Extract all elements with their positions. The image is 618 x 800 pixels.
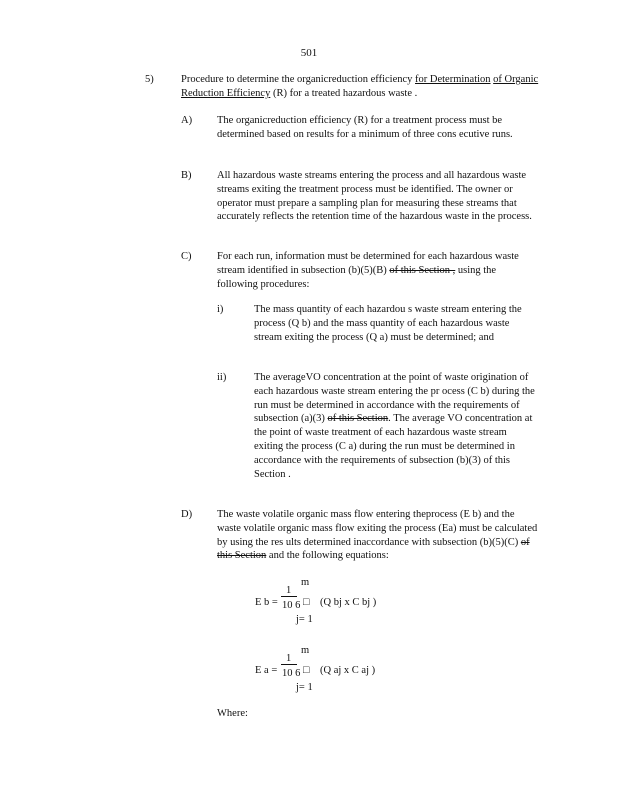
eq2-fraction-bar [281,664,297,665]
page-number: 501 [300,47,318,59]
where-label: Where: [217,708,248,719]
item-ci-label: i) [217,304,224,315]
eq2-sum-symbol: □ [303,665,310,676]
eq1-lhs: E b = [255,597,278,608]
item-5-underlined-2: of Organic Reduction Efficiency [181,74,539,99]
item-c-text-a: For each run, information must be determined for each hazardous waste stream identified in subsection (b)(5)(B) [217,251,519,276]
item-a-text: The organicreduction efficiency (R) for a treatment process must be determined based on results for a minimum of three cons ecutive runs. [217,115,513,140]
item-cii-text [254,371,538,481]
eq2-term: (Q aj x C aj ) [320,665,376,676]
eq2-numerator: 1 [286,653,292,664]
item-b-text: All hazardous waste streams entering the process and all hazardous waste streams exiting the treatment process must be identified. The owner or operator must prepare a sampling plan for measuring these streams that accurately reflects the retention time of the hazardous waste in the process. [217,170,532,223]
item-d-text [217,508,539,563]
eq1-denominator: 10 6 [282,600,301,611]
item-cii-text-a: The averageVO concentration at the point of waste origination of each hazardous waste stream entering the pr ocess (C b) during the run must be determined in accordance with the requirements of subsection (a)(3) [254,372,535,425]
item-cii-label: ii) [217,372,227,383]
eq2-denominator: 10 6 [282,668,301,679]
eq2-upper-limit: m [301,645,310,656]
item-5-text [181,73,541,101]
eq1-numerator: 1 [286,585,292,596]
eq1-lower-limit: j= 1 [296,614,313,625]
item-d-strike: of this Section [217,536,530,562]
eq1-sum-symbol: □ [303,597,310,608]
eq2-lhs: E a = [255,665,278,676]
equation-eb [255,576,415,636]
item-d-text-b: and the following equations: [266,550,389,562]
eq1-fraction-bar [281,596,297,597]
item-c-label: C) [181,251,192,262]
item-cii-strike: of this Section [327,413,389,425]
item-d-text-a: The waste volatile organic mass flow entering theprocess (E b) and the waste volatile organic mass flow exiting the process (Ea) must be calculated by using the res ults determined inaccordance with subsection (b)(5)(C) [217,509,538,548]
item-d-label: D) [181,509,193,520]
item-c-strike: of this Section , [389,264,456,276]
item-a-label: A) [181,115,193,126]
item-5-text-b: (R) for a treated hazardous waste . [270,87,418,99]
item-c-text-b: using the following procedures: [217,264,497,290]
eq2-lower-limit: j= 1 [296,682,313,693]
eq1-upper-limit: m [301,577,310,588]
item-5-underlined-1: for Determination [415,74,491,85]
eq1-term: (Q bj x C bj ) [320,597,377,608]
item-cii-text-b: . The average VO concentration at the point of waste treatment of each hazardous waste stream exiting the process (C a) during the run must be determined in accordance with the requirements of subsection (b)(3) of this Section . [254,413,533,480]
item-5-label: 5) [145,74,154,85]
item-ci-text: The mass quantity of each hazardou s waste stream entering the process (Q b) and the mass quantity of each hazardous waste stream exiting the process (Q a) must be determined; and [254,304,522,343]
item-c-text [217,250,537,291]
equation-ea [255,644,415,704]
item-5-text-a: Procedure to determine the organicreduction efficiency [181,74,416,85]
item-b-label: B) [181,170,192,181]
